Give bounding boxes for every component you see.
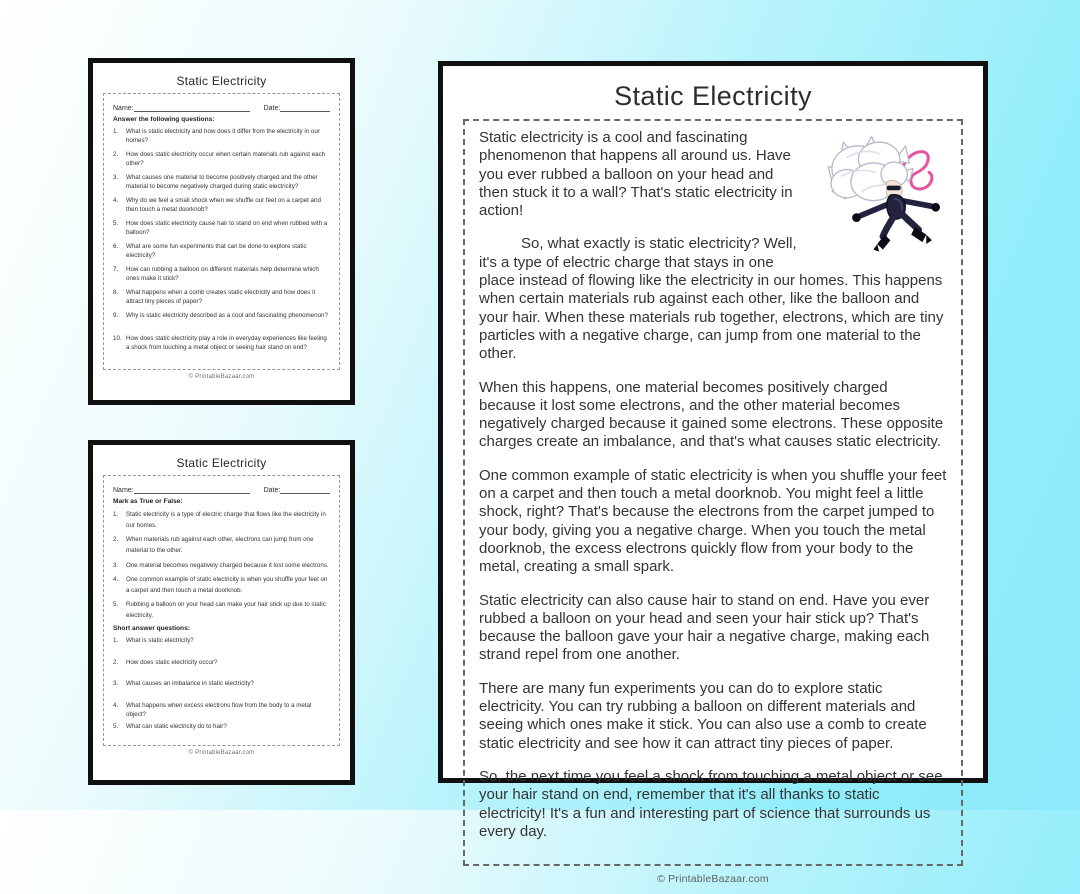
question-number: 5. [113, 220, 119, 227]
static-hair-character-svg [815, 129, 947, 261]
question-number: 3. [113, 174, 119, 181]
truefalse-list [113, 509, 330, 621]
question-text: How does static electricity occur when certain materials rub against each other? [126, 151, 326, 168]
passage-paragraph: So, what exactly is static electricity? Well, it's a type of electric charge that stays in one place instead of flowing like the electricity in our homes. This happens when certain materials rub against each other, like the balloon and your hair. When these materials rub together, electrons, which are tiny particles with a negative charge, can jump from one material to the other. [479, 235, 944, 363]
question-text: How does static electricity cause hair to stand on end when rubbed with a balloon? [126, 220, 328, 237]
item-number: 4. [113, 701, 119, 709]
truefalse-item [113, 599, 330, 621]
question-number: 4. [113, 197, 119, 204]
date-label: Date: [263, 487, 281, 494]
question-item [113, 173, 330, 196]
question-text: What is static electricity and how does it differ from the electricity in our homes? [126, 128, 320, 145]
truefalse-item [113, 560, 330, 571]
name-label: Name: [113, 487, 134, 494]
question-text: Why is static electricity described as a cool and fascinating phenomenon? [126, 312, 328, 319]
date-label: Date: [263, 105, 281, 112]
worksheet-dashed-box [103, 93, 340, 370]
truefalse-header: Mark as True or False: [113, 498, 183, 505]
question-item [113, 288, 330, 311]
question-item [113, 265, 330, 288]
short-answer-item [113, 679, 330, 701]
item-text: Static electricity is a type of electric charge that flows like the electricity in our homes. [126, 511, 326, 530]
question-number: 6. [113, 243, 119, 250]
short-answer-header: Short answer questions: [113, 625, 190, 633]
name-line [134, 103, 250, 112]
question-number: 8. [113, 289, 119, 296]
question-number: 2. [113, 151, 119, 158]
truefalse-item [113, 574, 330, 596]
question-text: What causes one material to become positively charged and the other material to become negatively charged during static electricity? [126, 174, 318, 191]
question-number: 1. [113, 128, 119, 135]
passage-paragraph: Static electricity can also cause hair to stand on end. Have you ever rubbed a balloon on your head and seen your hair stick up? That's because the balloon gave your hair a negative charge, making each strand repel from one another. [479, 591, 930, 664]
item-text: What is static electricity? [126, 637, 194, 645]
worksheet-dashed-box [103, 475, 340, 746]
question-number: 7. [113, 266, 119, 273]
item-text: When materials rub against each other, electrons can jump from one material to the other. [126, 536, 314, 555]
passage-paragraph: When this happens, one material becomes positively charged because it lost some electrons, and the other material becomes negatively charged because it gained some electrons. These opposite charges create an imbalance, and that's what causes static electricity. [479, 378, 944, 451]
instructions-header: Answer the following questions: [113, 116, 215, 123]
question-text: What happens when a comb creates static electricity and how does it attract tiny pieces of paper? [126, 289, 316, 306]
truefalse-worksheet-page [88, 440, 355, 785]
questions-worksheet-page [88, 58, 355, 405]
question-item [113, 219, 330, 242]
question-number: 9. [113, 312, 119, 319]
passage-paragraph: There are many fun experiments you can do to explore static electricity. You can try rubbing a balloon on different materials and seeing which ones make it stick. You can also use a comb to create static electricity and see how it can attract tiny pieces of paper. [479, 679, 927, 752]
item-text: How does static electricity occur? [126, 658, 218, 666]
item-text: Rubbing a balloon on your head can make your hair stick up due to static electricity. [126, 601, 326, 620]
passage-paragraph: One common example of static electricity is when you shuffle your feet on a carpet and then touch a metal doorknob. You might feel a little shock, right? That's because the electrons from the carpet jumped to your body, giving you a negative charge. When you touch the metal doorknob, the excess electrons quickly flow from your body to the metal, creating a small spark. [479, 466, 947, 576]
reading-passage-page [438, 61, 988, 886]
passage-dashed-box [463, 119, 963, 866]
question-item [113, 311, 330, 334]
name-date-row [113, 99, 330, 112]
passage-paragraph: Static electricity is a cool and fascinating phenomenon that happens all around us. Have you ever rubbed a balloon on your head and then stuck it to a wall? That's static electricity in action! [479, 129, 793, 220]
static-hair-character-illustration [815, 129, 947, 261]
question-item [113, 127, 330, 150]
item-number: 4. [113, 575, 119, 583]
item-number: 1. [113, 637, 119, 645]
short-answer-item [113, 701, 330, 723]
worksheet-title: Static Electricity [176, 456, 267, 470]
page-footer: © PrintableBazaar.com [657, 873, 769, 886]
item-number: 5. [113, 723, 119, 731]
short-answer-item [113, 722, 330, 744]
name-date-row [113, 481, 330, 494]
item-text: One common example of static electricity is when you shuffle your feet on a carpet and then touch a metal doorknob. [126, 575, 328, 594]
page-footer: © PrintableBazaar.com [188, 374, 255, 380]
question-item [113, 196, 330, 219]
short-answer-item [113, 658, 330, 680]
question-text: Why do we feel a small shock when we shuffle our feet on a carpet and then touch a metal doorknob? [126, 197, 321, 214]
name-label: Name: [113, 105, 134, 112]
worksheet-title: Static Electricity [176, 74, 267, 88]
page-footer: © PrintableBazaar.com [188, 750, 255, 756]
item-text: What can static electricity do to hair? [126, 723, 227, 731]
question-text: What are some fun experiments that can be done to explore static electricity? [126, 243, 307, 260]
item-text: What happens when excess electrons flow from the body to a metal object? [126, 701, 312, 719]
question-item [113, 150, 330, 173]
question-number: 10. [113, 335, 122, 342]
question-text: How can rubbing a balloon on different materials help determine which ones make it stick? [126, 266, 319, 283]
date-line [280, 103, 330, 112]
reading-title: Static Electricity [614, 81, 812, 111]
name-line [134, 485, 250, 494]
truefalse-item [113, 509, 330, 531]
item-number: 3. [113, 561, 119, 569]
date-line [280, 485, 330, 494]
short-answer-item [113, 636, 330, 658]
item-number: 2. [113, 536, 119, 544]
question-item [113, 242, 330, 265]
item-text: What causes an imbalance in static electricity? [126, 680, 254, 688]
item-text: One material becomes negatively charged because it lost some electrons. [126, 561, 329, 569]
item-number: 3. [113, 680, 119, 688]
question-text: How does static electricity play a role in everyday experiences like feeling a shock from touching a metal object or seeing hair stand on end? [126, 335, 327, 352]
item-number: 1. [113, 511, 119, 518]
question-item [113, 334, 330, 357]
item-number: 2. [113, 658, 119, 666]
truefalse-item [113, 534, 330, 556]
passage-paragraph: So, the next time you feel a shock from touching a metal object or see your hair stand on end, remember that it's all thanks to static electricity! It's a fun and interesting part of science that surrounds us every day. [479, 767, 943, 840]
short-answer-list [113, 636, 330, 744]
item-number: 5. [113, 601, 119, 609]
